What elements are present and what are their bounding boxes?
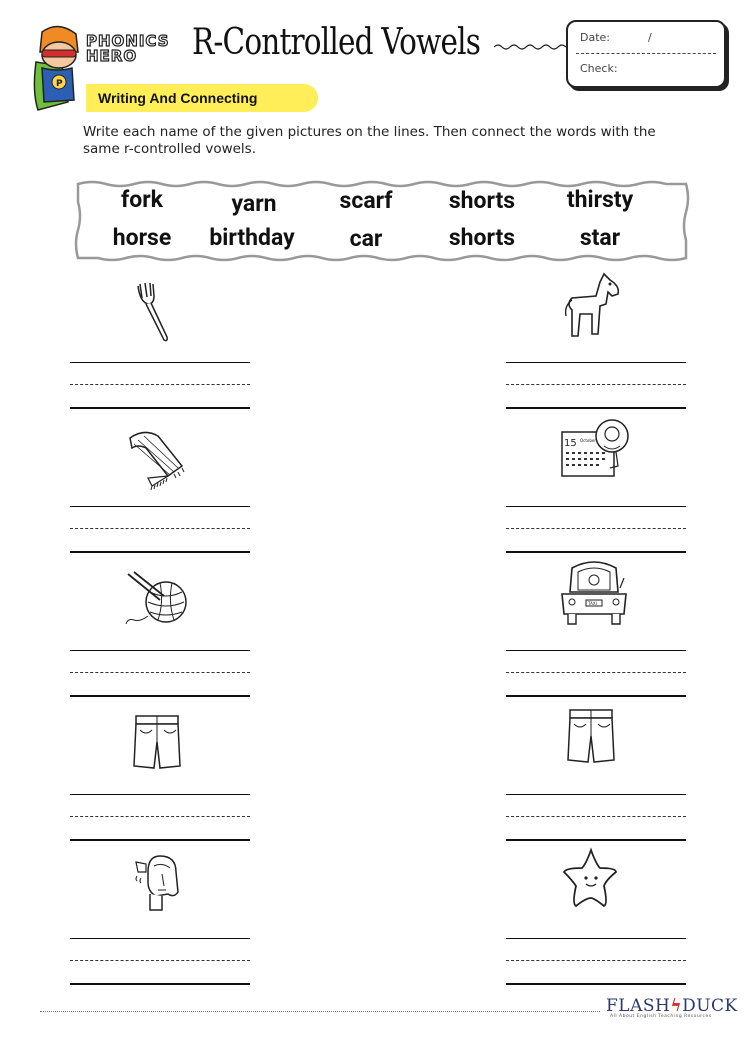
horse-icon <box>560 270 626 340</box>
thirsty-icon <box>128 852 192 912</box>
word-star: star <box>579 224 621 251</box>
writing-lines-left-5[interactable] <box>70 938 250 986</box>
shorts-icon-2 <box>566 706 616 766</box>
logo-part-b: DUCK <box>682 996 738 1016</box>
svg-text:P: P <box>56 79 63 89</box>
logo-tagline: All About English Teaching Resources <box>610 1014 712 1019</box>
writing-lines-right-1[interactable] <box>506 362 686 410</box>
writing-lines-left-2[interactable] <box>70 506 250 554</box>
date-separator: / <box>648 31 652 44</box>
birthday-icon <box>558 416 634 486</box>
calendar-day: 15 <box>564 438 577 449</box>
writing-lines-right-5[interactable] <box>506 938 686 986</box>
writing-lines-right-3[interactable] <box>506 650 686 698</box>
car-icon <box>560 558 628 630</box>
logo-part-a: FLASH <box>606 996 671 1016</box>
writing-lines-right-2[interactable] <box>506 506 686 554</box>
bolt-icon: ϟ <box>670 996 683 1016</box>
shorts-icon <box>132 712 182 772</box>
star-icon <box>562 846 620 912</box>
date-label: Date: <box>580 31 610 44</box>
brand-logo <box>86 34 170 64</box>
section-subtitle: Writing And Connecting <box>86 84 318 112</box>
yarn-icon <box>120 570 192 630</box>
word-horse: horse <box>112 224 172 251</box>
brand-line2: HERO <box>86 47 138 65</box>
word-shorts-2: shorts <box>448 224 516 251</box>
brand-line1: PHONICS <box>86 32 170 50</box>
word-bank <box>72 178 692 264</box>
word-shorts: shorts <box>448 187 516 214</box>
check-label: Check: <box>580 62 618 75</box>
hero-mascot-icon <box>28 22 88 114</box>
calendar-month: October <box>580 438 597 443</box>
date-check-box <box>566 20 726 88</box>
word-birthday: birthday <box>209 224 295 251</box>
writing-lines-left-3[interactable] <box>70 650 250 698</box>
writing-lines-left-4[interactable] <box>70 794 250 842</box>
instructions: Write each name of the given pictures on the lines. Then connect the words with the same r-controlled vowels. <box>83 124 656 157</box>
page-title: R-Controlled Vowels <box>192 22 481 63</box>
word-car: car <box>349 225 383 252</box>
footer-divider <box>40 1011 600 1012</box>
writing-lines-right-4[interactable] <box>506 794 686 842</box>
fork-icon <box>134 282 174 344</box>
squiggle-decoration <box>494 42 566 52</box>
word-scarf: scarf <box>339 187 393 214</box>
car-plate: TAXI <box>588 601 597 606</box>
word-thirsty: thirsty <box>566 186 634 213</box>
word-yarn: yarn <box>231 190 277 217</box>
word-fork: fork <box>121 186 163 213</box>
writing-lines-left-1[interactable] <box>70 362 250 410</box>
scarf-icon <box>124 428 192 490</box>
flashduck-logo <box>606 996 738 1019</box>
